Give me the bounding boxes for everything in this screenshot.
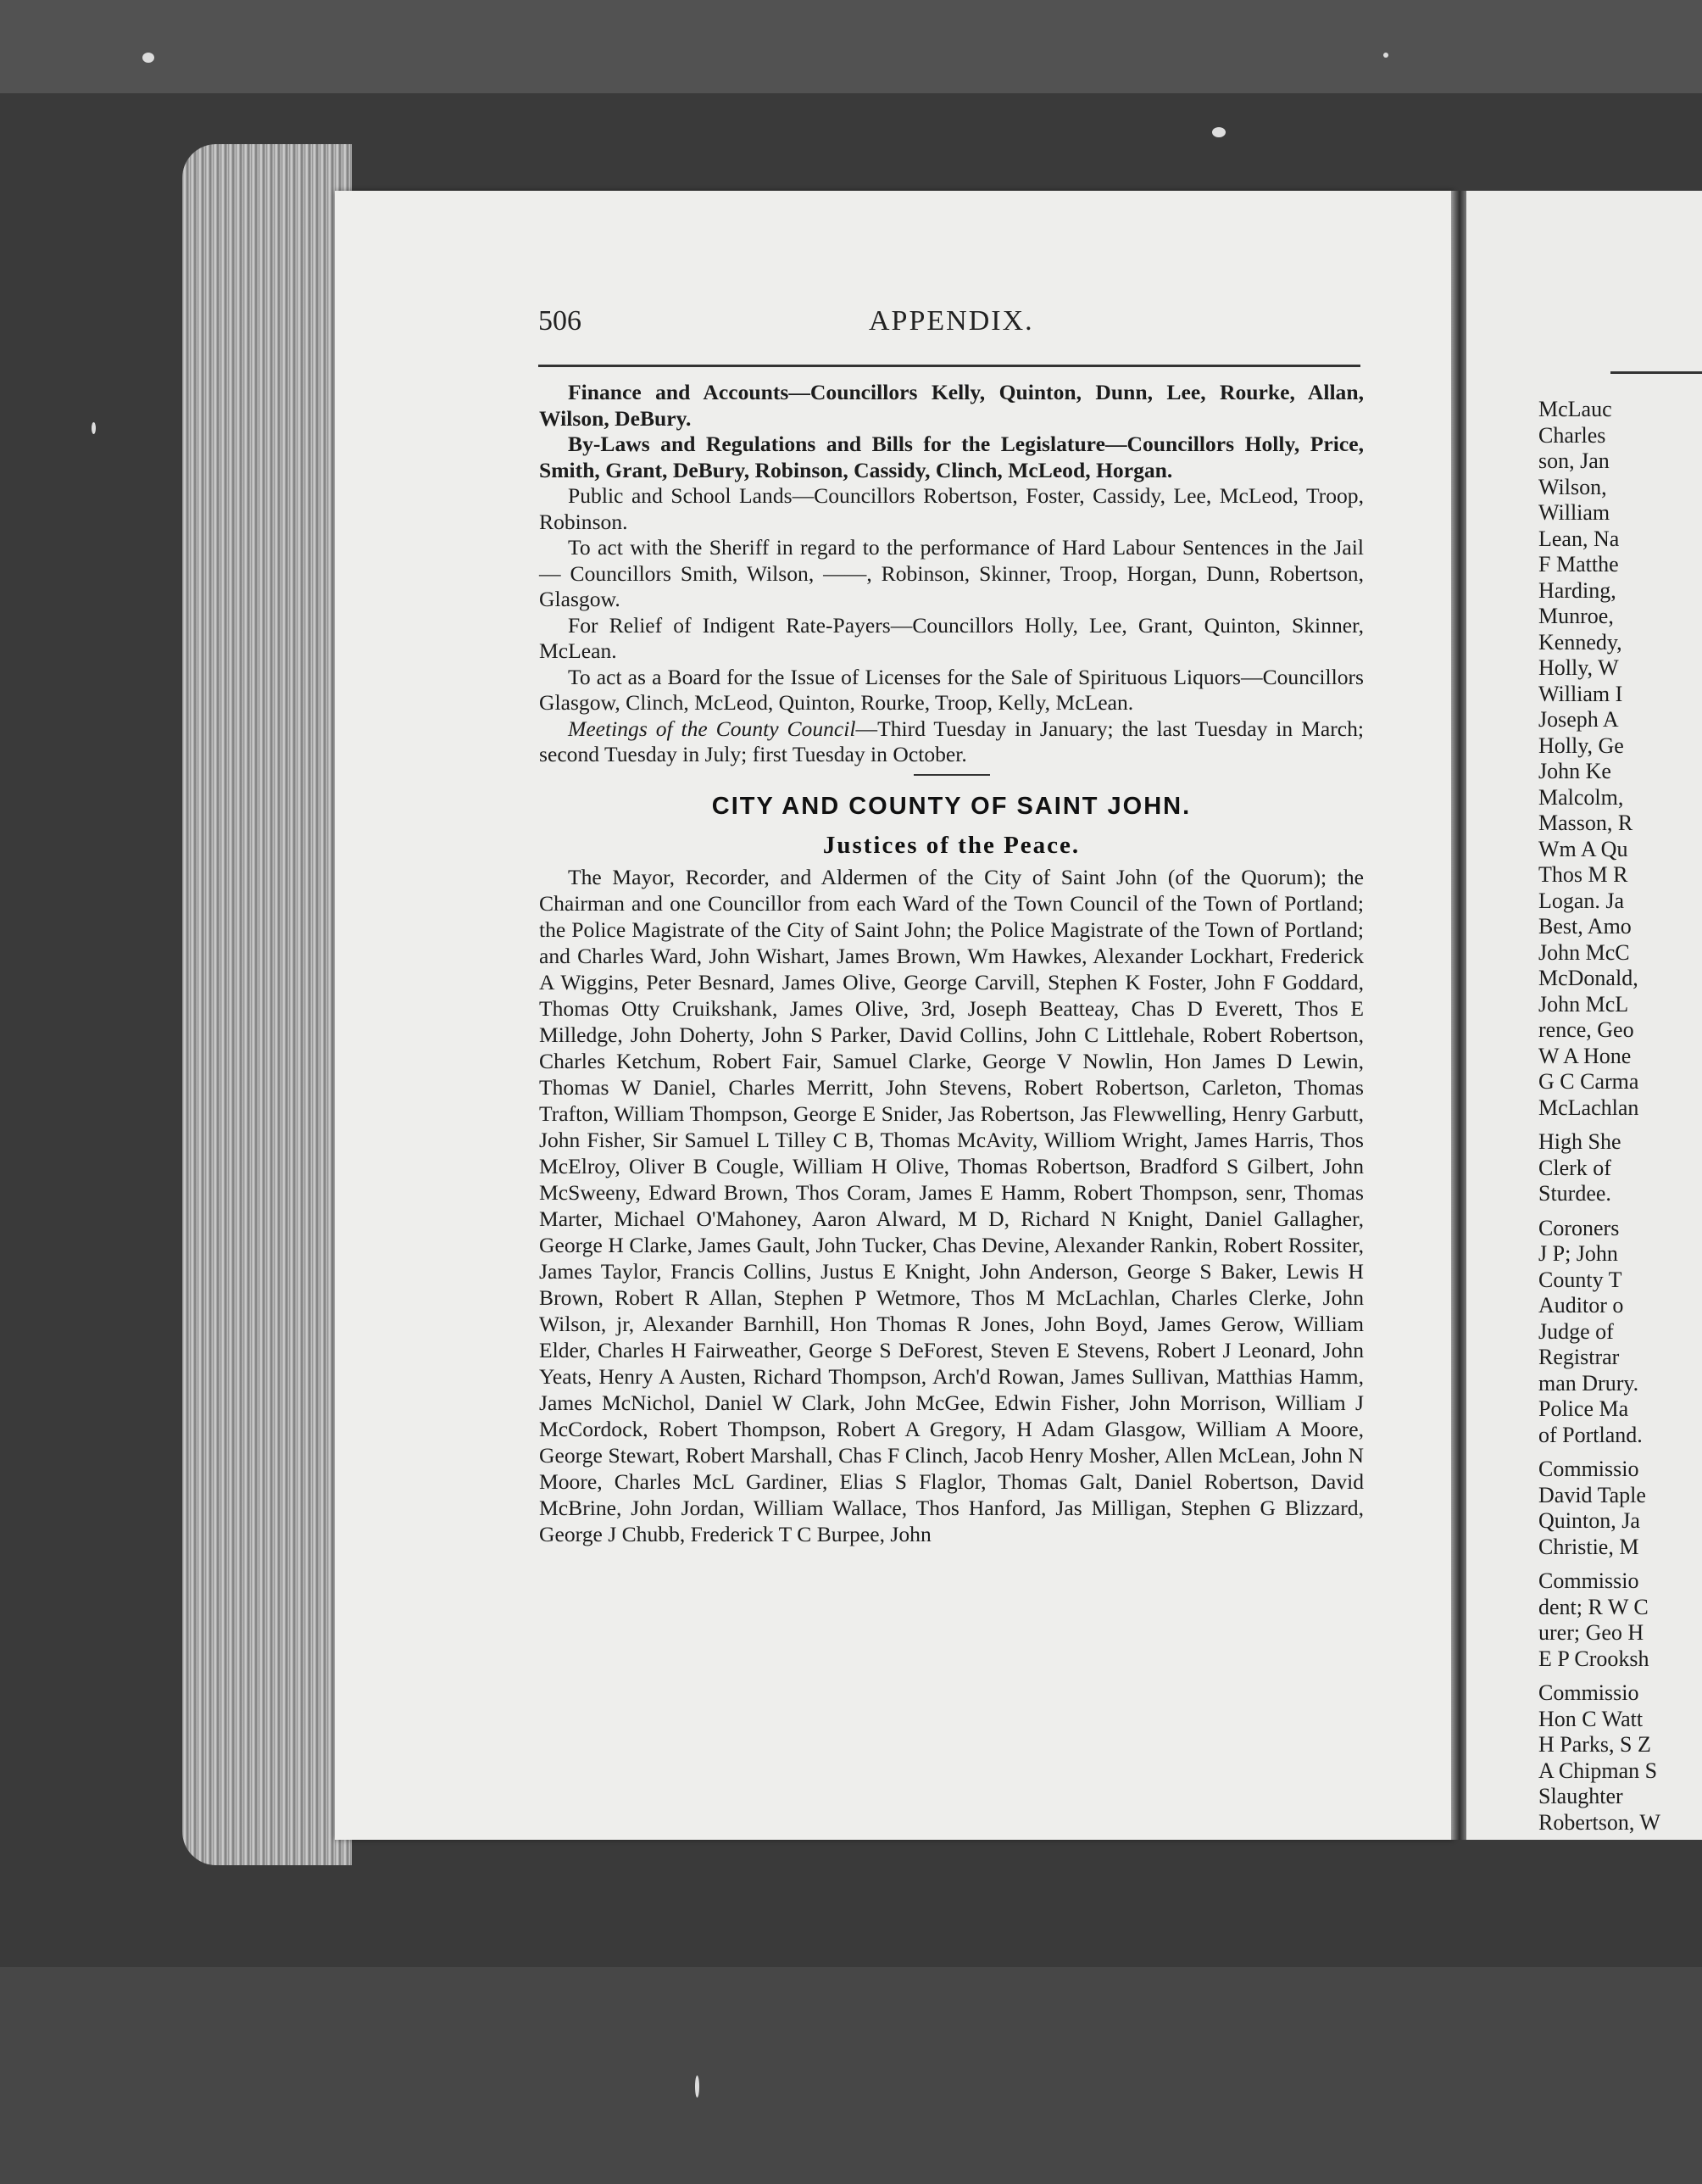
right-page-line: Wm A Qu (1538, 836, 1628, 861)
right-page-line: Best, Amo (1538, 914, 1632, 939)
right-page-line: William I (1538, 681, 1623, 706)
meetings-paragraph (539, 716, 1364, 768)
right-page-line: Commissio (1538, 1680, 1639, 1705)
right-page-line: W A Hone (1538, 1043, 1632, 1068)
right-page-line: Malcolm, (1538, 784, 1624, 810)
right-page-line: Commissio (1538, 1568, 1639, 1593)
right-page-line: son, Jan (1538, 448, 1610, 473)
dust-speck (92, 422, 96, 434)
right-page-line: Commissio (1538, 1457, 1639, 1481)
header-rule (538, 365, 1360, 367)
right-page-line: McDonald, (1538, 966, 1638, 990)
dust-speck (695, 2075, 699, 2098)
paragraph-gap (1538, 1560, 1702, 1568)
right-page-line: Sturdee. (1538, 1181, 1611, 1206)
paragraph-gap (1538, 1207, 1702, 1216)
right-page-line: Lean, Na (1538, 526, 1620, 551)
committee-paragraph: Finance and Accounts—Councillors Kelly, Quinton, Dunn, Lee, Rourke, Allan, Wilson, DeBury. (539, 380, 1364, 431)
right-page-line: John McC (1538, 939, 1630, 965)
scan-background-top (0, 0, 1702, 93)
right-page-line: G C Carma (1538, 1069, 1639, 1094)
dust-speck (142, 53, 154, 63)
committee-paragraph: Public and School Lands—Councillors Robertson, Foster, Cassidy, Lee, McLeod, Troop, Robinson. (539, 483, 1364, 534)
right-page-line: of Portland. (1538, 1422, 1643, 1447)
committee-paragraph: By-Laws and Regulations and Bills for the Legislature—Councillors Holly, Price, Smith, Grant, DeBury, Robinson, Cassidy, Clinch, McLeod, Horgan. (539, 432, 1364, 482)
right-page-line: H Parks, S Z (1538, 1732, 1651, 1757)
right-page-line: E P Crooksh (1538, 1646, 1649, 1671)
right-page-line: High She (1538, 1129, 1621, 1154)
page-number: 506 (538, 305, 581, 337)
meetings-label: Meetings of the County Council (568, 716, 856, 741)
section-subheading: Justices of the Peace. (822, 831, 1081, 859)
right-page-line: Robertson, W (1538, 1809, 1660, 1835)
running-head: APPENDIX. (869, 305, 1034, 337)
right-page-line: Thos M R (1538, 862, 1628, 887)
right-page-line: Judge of (1538, 1318, 1614, 1344)
right-page-line: Clerk of (1538, 1155, 1611, 1180)
committee-paragraph: For Relief of Indigent Rate-Payers—Councillors Holly, Lee, Grant, Quinton, Skinner, McLean. (539, 612, 1364, 663)
meetings-text: —Third Tuesday in January; the last Tuesday in March; second Tuesday in July; first Tuesday in October. (539, 716, 1365, 766)
right-page-line: Joseph A (1538, 707, 1619, 732)
committee-paragraph: To act as a Board for the Issue of Licenses for the Sale of Spirituous Liquors—Councillors Glasgow, Clinch, McLeod, Quinton, Rourke, Troop, Kelly, McLean. (539, 664, 1364, 715)
committee-paragraph: To act with the Sheriff in regard to the performance of Hard Labour Sentences in the Jail — Councillors Smith, Wilson, ——, Robinson, Skinner, Troop, Horgan, Dunn, Robertson, Glasgow. (539, 535, 1364, 611)
section-heading: CITY AND COUNTY OF SAINT JOHN. (711, 792, 1192, 820)
right-page-line: Holly, Ge (1538, 733, 1624, 758)
right-page-line: Hon C Watt (1538, 1706, 1644, 1731)
section-divider (914, 774, 990, 776)
right-page-line: Charles (1538, 422, 1606, 448)
right-page-line: Registrar (1538, 1345, 1620, 1369)
paragraph-gap (1538, 1121, 1702, 1129)
right-page-line: Police Ma (1538, 1396, 1629, 1421)
right-page-header-rule (1610, 371, 1702, 374)
paragraph-gap (1538, 1448, 1702, 1457)
right-page-line: F Matthe (1538, 552, 1619, 577)
right-page-line: urer; Geo H (1538, 1620, 1644, 1645)
dust-speck (1383, 53, 1388, 58)
right-page-line: John McL (1538, 991, 1629, 1017)
book-page-edges (182, 144, 352, 1865)
right-page-line: man Drury. (1538, 1370, 1639, 1396)
right-page-line: Wilson, (1538, 474, 1607, 499)
right-page-line: Harding, (1538, 577, 1616, 603)
justices-list: The Mayor, Recorder, and Aldermen of the City of Saint John (of the Quorum); the Chairman and one Councillor from each Ward of the Town Council of the Town of Portland; the Police Magistrate of the City of Saint John; the Police Magistrate of the Town of Portland; and Charles Ward, John Wishart, James Brown, Wm Hawkes, Alexander Lockhart, Frederick A Wiggins, Peter Besnard, James Olive, George Carvill, Stephen K Foster, John F Goddard, Thomas Otty Cruikshank, James Olive, 3rd, Joseph Beatteay, Chas D Everett, Thos E Milledge, John Doherty, John S Parker, David Collins, John C Littlehale, Robert Robertson, Charles Ketchum, Robert Fair, Samuel Clarke, George V Nowlin, Hon James D Lewin, Thomas W Daniel, Charles Merritt, John Stevens, Robert Robertson, Carleton, Thomas Trafton, William Thompson, George E Snider, Jas Robertson, Jas Flewwelling, Henry Garbutt, John Fisher, Sir Samuel L Tilley C B, Thomas McAvity, Williom Wright, James Harris, Thos McElroy, Oliver B Cougle, William H Olive, Thomas Robertson, Bradford S Gilbert, John McSweeny, Edward Brown, Thos Coram, James E Hamm, Robert Thompson, senr, Thomas Marter, Michael O'Mahoney, Aaron Alward, M D, Richard N Knight, Daniel Gallagher, George H Clarke, James Gault, John Tucker, Chas Devine, Alexander Rankin, Robert Rossiter, James Taylor, Francis Collins, Justus E Knight, John Anderson, George S Baker, Lewis H Brown, Robert R Allan, Stephen P Wetmore, Thos M McLachlan, Charles Clerke, John Wilson, jr, Alexander Barnhill, Hon Thomas R Jones, John Boyd, James Gerow, William Elder, Charles H Fairweather, George S DeForest, Steven E Stevens, Robert J Leonard, John Yeats, Henry A Austen, Richard Thompson, Arch'd Rowan, James Sullivan, Matthias Hamm, James McNichol, Daniel W Clark, John McGee, Edwin Fisher, John Morrison, William J McCordock, Robert Thompson, Robert A Gregory, H Adam Glasgow, William A Moore, George Stewart, Robert Marshall, Chas F Clinch, Jacob Henry Mosher, Allen McLean, John N Moore, Charles McL Gardiner, Elias S Flaglor, Thomas Galt, Daniel Robertson, David McBrine, John Jordan, William Wallace, Thos Hanford, Jas Milligan, Stephen G Blizzard, George J Chubb, Frederick T C Burpee, John (539, 864, 1364, 1546)
right-page-line: McLauc (1538, 397, 1612, 421)
right-page-line: McLachlan (1538, 1095, 1639, 1120)
right-page-line: Auditor o (1538, 1293, 1624, 1318)
right-page-line: William (1538, 500, 1610, 525)
right-page-line: dent; R W C (1538, 1594, 1649, 1619)
right-page-line: Coroners (1538, 1215, 1620, 1240)
right-page-text (1538, 397, 1702, 1836)
book-gutter (1451, 191, 1468, 1840)
page-body (539, 380, 1364, 1547)
right-page-line: Masson, R (1538, 811, 1633, 835)
right-page-line: A Chipman S (1538, 1758, 1658, 1783)
scan-background-bottom (0, 1967, 1702, 2184)
dust-speck (1212, 127, 1226, 137)
right-page-line: rence, Geo (1538, 1017, 1634, 1042)
right-page-line: Logan. Ja (1538, 888, 1625, 913)
right-page-line: Holly, W (1538, 655, 1619, 680)
right-page-line: David Taple (1538, 1482, 1646, 1507)
right-page-line: Kennedy, (1538, 629, 1622, 655)
right-page-line: Quinton, Ja (1538, 1508, 1640, 1533)
right-page-line: Christie, M (1538, 1534, 1639, 1559)
right-page-line: County T (1538, 1267, 1622, 1292)
paragraph-gap (1538, 1672, 1702, 1680)
right-page-line: Munroe, (1538, 604, 1614, 628)
right-page-line: J P; John (1538, 1241, 1618, 1266)
right-page-line: Slaughter (1538, 1784, 1623, 1808)
right-page-line: John Ke (1538, 759, 1611, 783)
